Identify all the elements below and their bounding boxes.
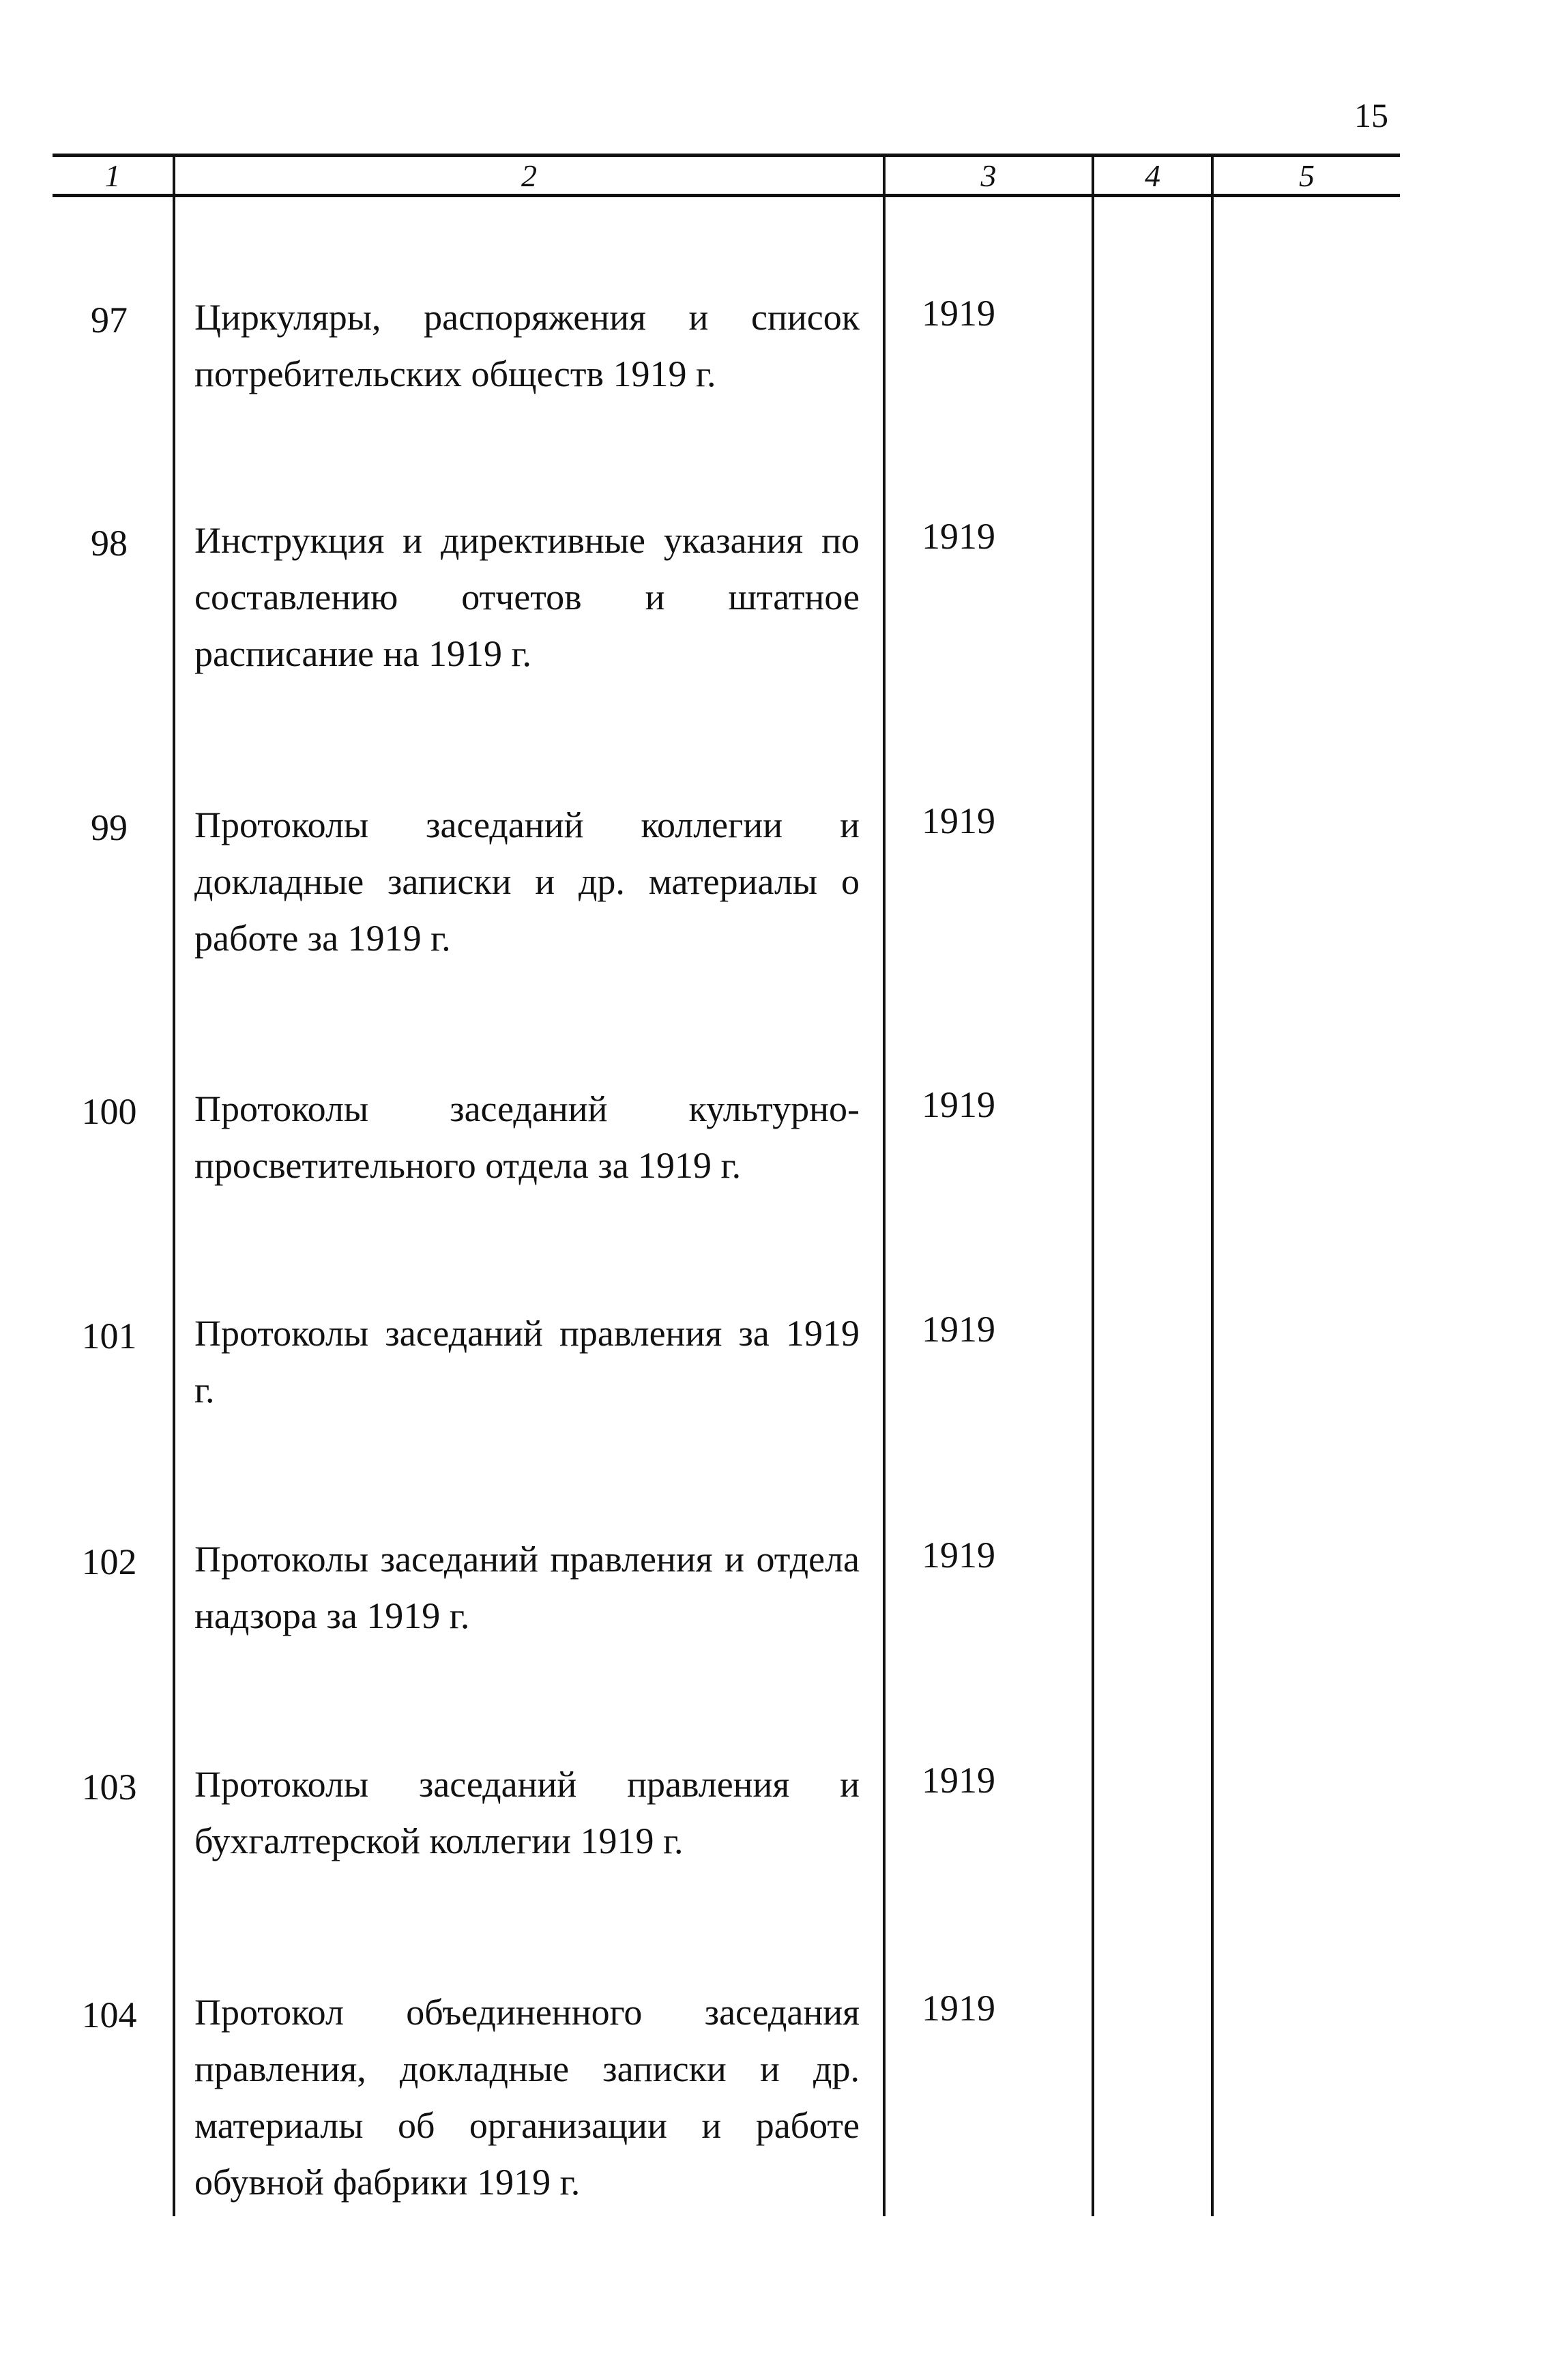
row-title: Протоколы заседаний культурно-просветительного отдела за 1919 г. xyxy=(194,1088,860,1186)
column-divider xyxy=(1092,155,1094,2216)
row-number: 99 xyxy=(91,807,128,848)
row-title: Протоколы заседаний коллегии и докладные записки и др. материалы о работе за 1919 г. xyxy=(194,804,860,959)
row-year: 1919 xyxy=(922,1760,995,1801)
header-col-2: 2 xyxy=(521,158,537,193)
row-title: Протоколы заседаний правления за 1919 г. xyxy=(194,1313,860,1410)
header-col-1: 1 xyxy=(104,158,121,193)
row-number: 97 xyxy=(91,300,128,340)
row-number: 104 xyxy=(81,1994,137,2035)
row-year: 1919 xyxy=(922,516,995,557)
header-col-4: 4 xyxy=(1145,158,1160,193)
row-year: 1919 xyxy=(922,1084,995,1125)
table-top-rule xyxy=(53,154,1400,157)
page-number: 15 xyxy=(1354,96,1388,134)
row-title: Протоколы заседаний правления и отдела надзора за 1919 г. xyxy=(194,1539,860,1636)
row-year: 1919 xyxy=(922,293,995,334)
row-year: 1919 xyxy=(922,1988,995,2029)
row-year: 1919 xyxy=(922,1309,995,1350)
header-col-5: 5 xyxy=(1299,158,1315,193)
row-title: Циркуляры, распоряжения и список потребительских обществ 1919 г. xyxy=(194,297,860,394)
row-number: 100 xyxy=(81,1091,137,1132)
header-col-3: 3 xyxy=(980,158,997,193)
row-number: 98 xyxy=(91,523,128,564)
row-number: 103 xyxy=(81,1767,137,1808)
header-bottom-rule xyxy=(53,194,1400,197)
column-divider xyxy=(883,155,886,2216)
row-title: Протокол объединенного заседания правления, докладные записки и др. материалы об организации и работе обувной фабрики 1919 г. xyxy=(194,1992,860,2203)
column-divider xyxy=(1211,155,1214,2216)
column-divider xyxy=(173,155,175,2216)
row-number: 101 xyxy=(81,1316,137,1356)
row-number: 102 xyxy=(81,1541,137,1582)
row-year: 1919 xyxy=(922,1535,995,1576)
row-year: 1919 xyxy=(922,800,995,841)
row-title: Инструкция и директивные указания по составлению отчетов и штатное расписание на 1919 г. xyxy=(194,520,860,674)
row-title: Протоколы заседаний правления и бухгалтерской коллегии 1919 г. xyxy=(194,1764,860,1861)
